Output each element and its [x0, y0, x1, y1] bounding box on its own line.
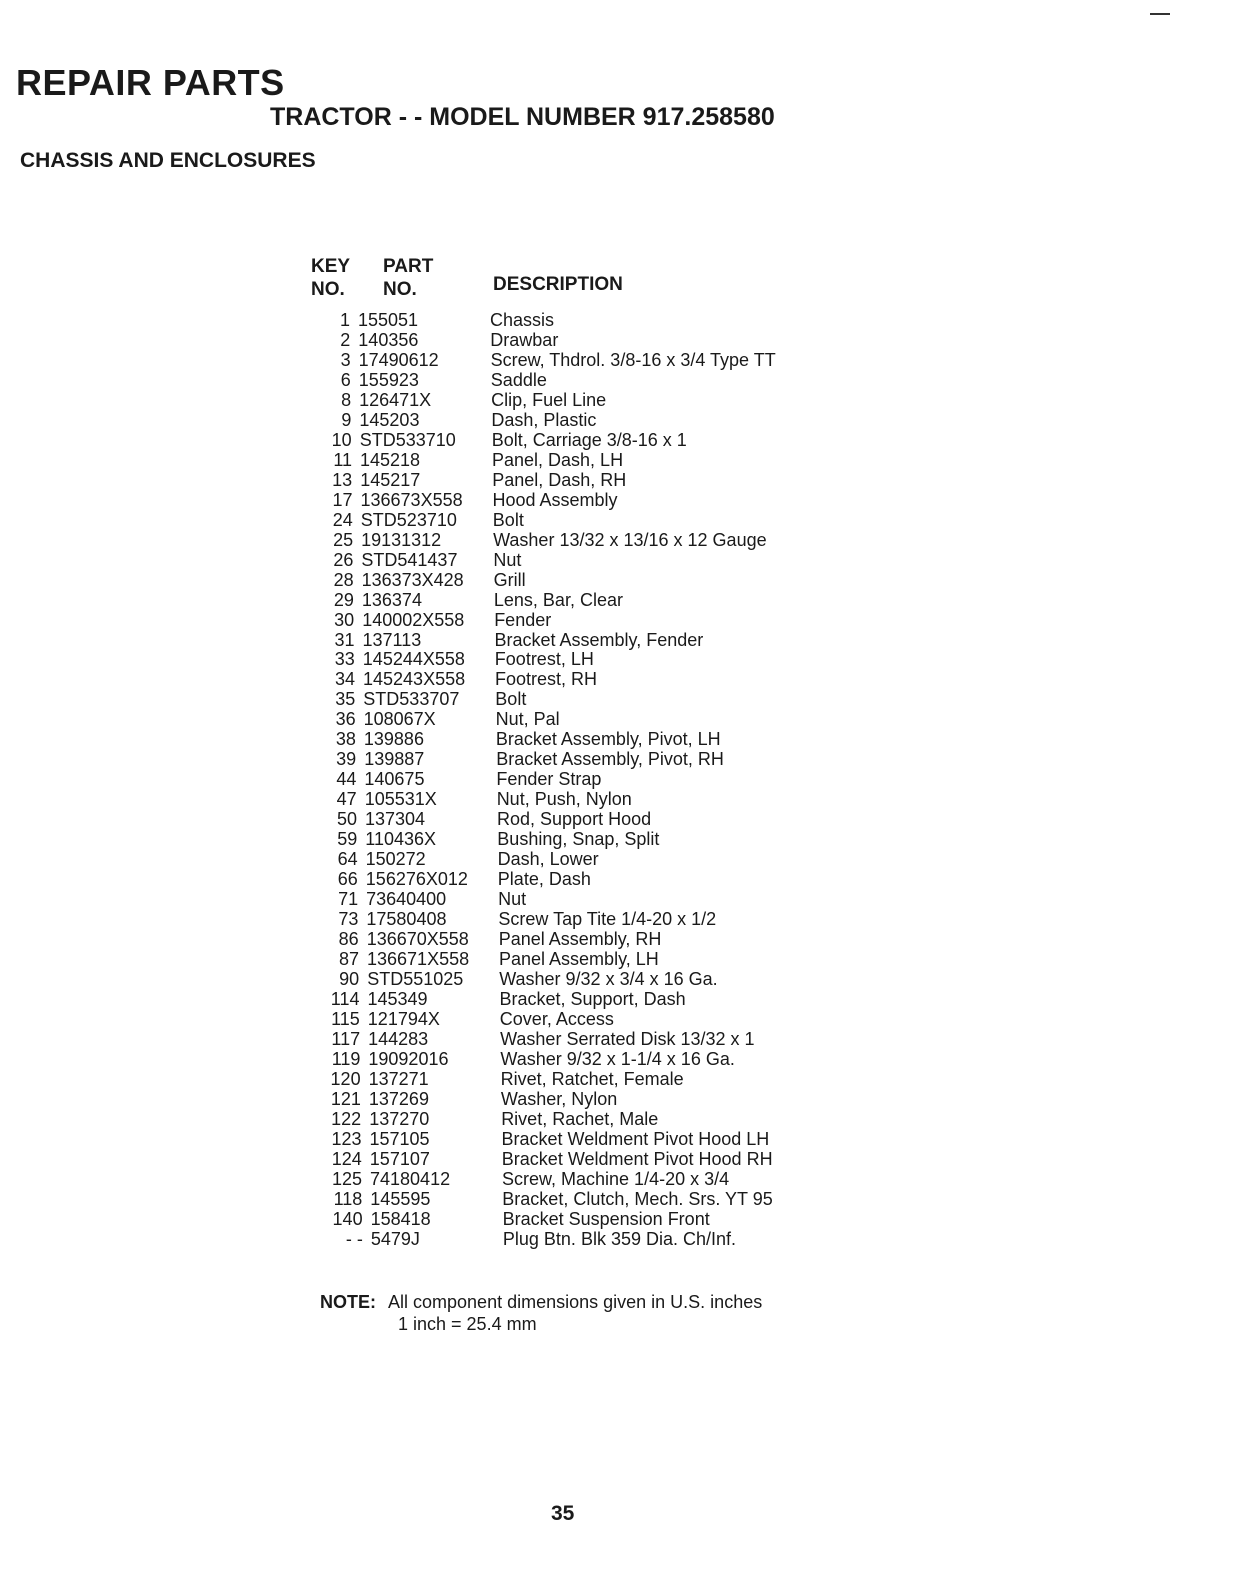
part-description: Panel, Dash, RH: [492, 469, 627, 490]
part-number: 5479J: [370, 1228, 420, 1249]
table-row: [306, 729, 866, 749]
key-number: 26: [333, 549, 354, 570]
part-number: 145243X558: [363, 669, 466, 690]
key-number: 29: [333, 589, 354, 610]
key-number: 118: [333, 1188, 363, 1209]
key-number: 124: [331, 1148, 362, 1169]
part-number: 139886: [363, 729, 424, 750]
table-row: [300, 310, 860, 330]
key-number: 121: [330, 1088, 361, 1109]
part-description: Panel Assembly, RH: [498, 929, 662, 950]
key-number: 66: [337, 869, 358, 890]
key-number: 34: [334, 669, 355, 690]
part-description: Plug Btn. Blk 359 Dia. Ch/Inf.: [502, 1228, 737, 1249]
part-description: Panel Assembly, LH: [499, 949, 659, 969]
part-description: Cover, Access: [499, 1008, 614, 1029]
table-row: [303, 510, 863, 530]
key-number: 28: [333, 569, 354, 590]
table-row: [311, 1069, 871, 1089]
key-number: 73: [338, 909, 359, 930]
column-header-key: [311, 255, 350, 301]
table-row: [307, 829, 867, 849]
part-number: 145217: [360, 469, 421, 490]
part-description: Nut, Pal: [495, 709, 560, 730]
table-row: [305, 630, 865, 650]
key-number: 90: [339, 968, 360, 989]
part-number: 137269: [368, 1088, 429, 1109]
part-description: Clip, Fuel Line: [491, 389, 607, 410]
part-number: 158418: [370, 1208, 431, 1229]
part-description: Hood Assembly: [492, 489, 618, 510]
key-number: 140: [332, 1208, 363, 1229]
part-number: 150272: [365, 849, 426, 870]
part-description: Bushing, Snap, Split: [497, 829, 660, 850]
part-description: Fender Strap: [496, 769, 602, 790]
key-number: 122: [331, 1108, 362, 1129]
key-number: 30: [334, 609, 355, 630]
part-number: 136373X428: [361, 569, 464, 590]
part-description: Grill: [493, 569, 526, 590]
part-description: Saddle: [490, 369, 547, 390]
part-number: 140002X558: [362, 609, 465, 630]
model-subtitle: TRACTOR - - MODEL NUMBER 917.258580: [270, 103, 775, 131]
key-number: 71: [338, 889, 359, 910]
part-number: 155923: [358, 369, 419, 390]
part-number: 19092016: [368, 1048, 449, 1069]
part-description: Panel, Dash, LH: [492, 449, 624, 470]
part-number: 110436X: [365, 829, 437, 850]
part-description: Bolt: [492, 509, 524, 530]
key-number: 25: [333, 529, 354, 550]
part-description: Drawbar: [490, 329, 559, 350]
part-number: 121794X: [367, 1008, 440, 1029]
part-number: STD533707: [363, 689, 460, 710]
key-number: 123: [331, 1128, 362, 1149]
table-row: [310, 1009, 870, 1029]
key-number: 47: [336, 789, 357, 810]
parts-list: [300, 310, 860, 1249]
part-description: Rod, Support Hood: [497, 809, 652, 830]
part-description: Washer 9/32 x 3/4 x 16 Ga.: [499, 968, 718, 989]
key-number: 50: [336, 809, 357, 830]
table-row: [303, 550, 863, 570]
note-line2: 1 inch = 25.4 mm: [398, 1314, 537, 1334]
key-number: 125: [331, 1168, 362, 1189]
part-number: 139887: [364, 749, 425, 770]
key-number: 86: [338, 929, 359, 950]
table-row: [307, 809, 867, 829]
key-number: 1: [339, 310, 350, 330]
table-row: [313, 1229, 873, 1249]
part-number: 105531X: [364, 789, 437, 810]
part-description: Bracket Weldment Pivot Hood RH: [501, 1148, 773, 1169]
key-number: 6: [340, 369, 351, 390]
part-number: 137271: [368, 1068, 429, 1089]
part-description: Bolt: [495, 689, 527, 710]
table-row: [308, 909, 868, 929]
part-number: 137304: [365, 809, 426, 830]
part-description: Footrest, LH: [494, 649, 594, 670]
key-number: 114: [330, 988, 360, 1009]
part-number: 136374: [361, 589, 422, 610]
table-row: [305, 669, 865, 689]
table-row: [301, 370, 861, 390]
part-description: Plate, Dash: [497, 869, 591, 890]
part-number: 140675: [364, 769, 425, 790]
part-description: Bracket, Support, Dash: [499, 988, 686, 1009]
part-description: Washer 13/32 x 13/16 x 12 Gauge: [493, 529, 767, 550]
note-label: NOTE:: [320, 1292, 376, 1312]
key-number: 8: [341, 389, 352, 410]
table-row: [309, 929, 869, 949]
table-row: [304, 590, 864, 610]
part-description: Bracket Weldment Pivot Hood LH: [501, 1128, 770, 1149]
part-number: 74180412: [370, 1168, 451, 1189]
key-number: 59: [337, 829, 358, 850]
key-number: 9: [341, 409, 352, 430]
table-row: [306, 709, 866, 729]
part-number: 140356: [358, 329, 419, 350]
part-description: Lens, Bar, Clear: [493, 589, 623, 610]
part-description: Bracket Suspension Front: [502, 1208, 710, 1229]
table-row: [302, 450, 862, 470]
key-number: 31: [334, 629, 355, 650]
part-description: Screw, Machine 1/4-20 x 3/4: [502, 1168, 730, 1189]
part-number: 108067X: [363, 709, 436, 730]
part-description: Bracket, Clutch, Mech. Srs. YT 95: [502, 1188, 773, 1209]
part-description: Bracket Assembly, Pivot, LH: [495, 729, 721, 750]
part-number: 156276X012: [365, 869, 468, 890]
part-number: 136670X558: [366, 929, 469, 950]
table-row: [312, 1169, 872, 1189]
corner-mark: [1150, 13, 1170, 15]
key-number: 17: [332, 489, 353, 510]
part-description: Dash, Lower: [497, 849, 599, 870]
page-number: 35: [551, 1502, 575, 1525]
column-header-key-line1: KEY: [311, 256, 351, 277]
key-number: 13: [332, 469, 353, 490]
table-row: [313, 1209, 873, 1229]
table-row: [312, 1189, 872, 1209]
part-number: 145203: [359, 409, 420, 430]
part-number: STD533710: [359, 429, 456, 450]
part-description: Nut: [493, 549, 522, 570]
key-number: 38: [335, 729, 356, 750]
part-description: Rivet, Ratchet, Female: [500, 1068, 684, 1089]
table-row: [306, 749, 866, 769]
part-number: 73640400: [366, 889, 447, 910]
part-number: STD541437: [361, 549, 458, 570]
key-number: 2: [340, 329, 351, 350]
key-number: 35: [335, 689, 356, 710]
part-number: 137113: [362, 629, 422, 650]
part-number: 137270: [369, 1108, 430, 1129]
part-number: 19131312: [361, 529, 442, 550]
table-row: [308, 849, 868, 869]
part-number: 155051: [358, 310, 419, 330]
column-header-part-line1: PART: [383, 256, 434, 277]
section-heading: CHASSIS AND ENCLOSURES: [20, 149, 316, 172]
table-row: [311, 1089, 871, 1109]
table-row: [308, 869, 868, 889]
table-row: [305, 649, 865, 669]
column-header-description: DESCRIPTION: [493, 274, 623, 295]
part-number: 17490612: [358, 349, 439, 370]
table-row: [300, 330, 860, 350]
note-line1: All component dimensions given in U.S. inches: [388, 1292, 763, 1312]
key-number: 119: [331, 1048, 361, 1069]
table-row: [302, 430, 862, 450]
part-description: Fender: [494, 609, 552, 630]
part-description: Footrest, RH: [495, 669, 598, 690]
key-number: 117: [331, 1028, 361, 1049]
part-number: 136673X558: [360, 489, 463, 510]
column-header-key-line2: NO.: [311, 279, 345, 300]
note: [320, 1292, 762, 1313]
part-description: Nut, Push, Nylon: [496, 789, 632, 810]
part-number: 126471X: [359, 389, 432, 410]
part-number: 145349: [367, 988, 428, 1009]
table-row: [302, 470, 862, 490]
key-number: - -: [345, 1228, 363, 1249]
part-description: Screw Tap Tite 1/4-20 x 1/2: [498, 909, 717, 930]
table-row: [310, 1029, 870, 1049]
page-title: REPAIR PARTS: [16, 62, 285, 103]
part-description: Rivet, Rachet, Male: [501, 1108, 659, 1129]
part-description: Washer Serrated Disk 13/32 x 1: [500, 1028, 755, 1049]
part-number: 157107: [369, 1148, 430, 1169]
table-row: [311, 1109, 871, 1129]
key-number: 36: [335, 709, 356, 730]
key-number: 87: [338, 949, 359, 969]
part-description: Bracket Assembly, Fender: [494, 629, 704, 650]
part-description: Screw, Thdrol. 3/8-16 x 3/4 Type TT: [490, 349, 776, 370]
part-description: Dash, Plastic: [491, 409, 597, 430]
table-row: [308, 889, 868, 909]
table-row: [309, 969, 869, 989]
table-row: [307, 789, 867, 809]
table-row: [301, 410, 861, 430]
key-number: 44: [336, 769, 357, 790]
key-number: 64: [337, 849, 358, 870]
table-row: [304, 570, 864, 590]
part-description: Nut: [498, 889, 527, 910]
key-number: 120: [330, 1068, 361, 1089]
part-number: 145595: [370, 1188, 431, 1209]
table-row: [301, 350, 861, 370]
part-number: 157105: [369, 1128, 430, 1149]
part-number: 145218: [360, 449, 421, 470]
key-number: 24: [332, 509, 353, 530]
part-number: 145244X558: [362, 649, 465, 670]
part-description: Bracket Assembly, Pivot, RH: [496, 749, 724, 770]
column-header-part-line2: NO.: [383, 279, 417, 300]
part-number: 17580408: [366, 909, 447, 930]
table-row: [309, 949, 869, 969]
table-row: [303, 530, 863, 550]
part-number: 136671X558: [367, 949, 470, 969]
part-description: Chassis: [490, 310, 555, 330]
table-row: [310, 1049, 870, 1069]
key-number: 11: [333, 449, 352, 470]
key-number: 10: [331, 429, 352, 450]
key-number: 115: [331, 1008, 360, 1029]
key-number: 33: [334, 649, 355, 670]
column-header-part: [383, 255, 433, 301]
key-number: 39: [336, 749, 357, 770]
part-description: Washer 9/32 x 1-1/4 x 16 Ga.: [500, 1048, 735, 1069]
table-row: [312, 1129, 872, 1149]
part-description: Washer, Nylon: [500, 1088, 618, 1109]
table-row: [306, 769, 866, 789]
part-number: 144283: [368, 1028, 429, 1049]
table-row: [312, 1149, 872, 1169]
table-row: [304, 610, 864, 630]
key-number: 3: [340, 349, 351, 370]
table-row: [305, 689, 865, 709]
table-row: [310, 989, 870, 1009]
table-row: [303, 490, 863, 510]
part-description: Bolt, Carriage 3/8-16 x 1: [491, 429, 687, 450]
table-row: [301, 390, 861, 410]
part-number: STD523710: [360, 509, 457, 530]
part-number: STD551025: [367, 968, 464, 989]
